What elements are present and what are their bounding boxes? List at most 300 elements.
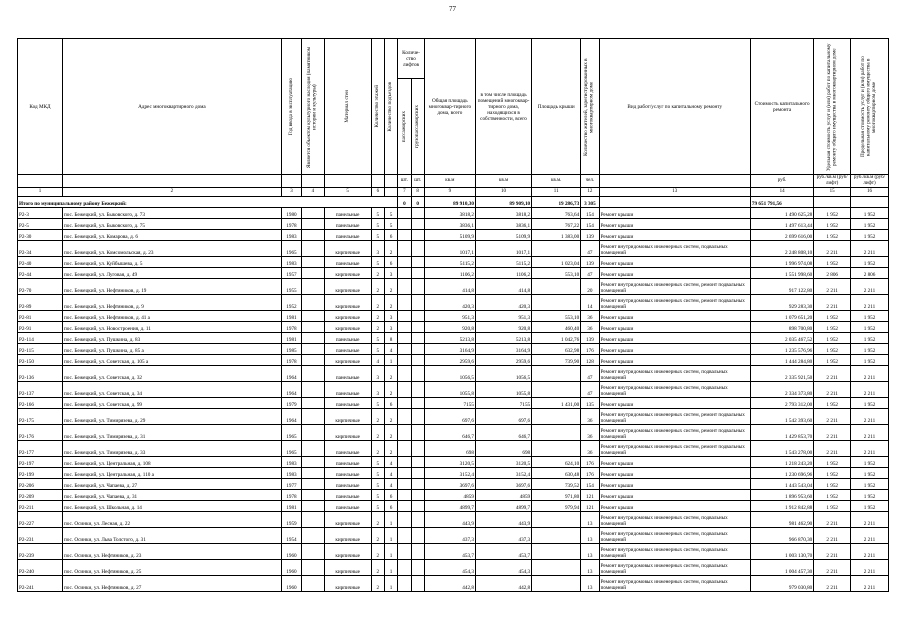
row-floors: 5 (371, 333, 384, 344)
total-cargo: 0 (411, 197, 424, 208)
table-row (18, 208, 889, 219)
row-code: P2-231 (18, 528, 63, 544)
row-code: P2-44 (18, 268, 63, 279)
col-number: 15 (814, 188, 851, 197)
row-material: кирпичные (324, 512, 371, 528)
row-total-area: 646,7 (424, 425, 475, 441)
row-work-type: Ремонт крыши (599, 230, 750, 241)
row-total-area: 3697,6 (424, 479, 475, 490)
row-code: P2-166 (18, 398, 63, 409)
row-floors: 4 (371, 355, 384, 366)
row-heritage (302, 457, 324, 468)
row-material: панельные (324, 501, 371, 512)
row-code: P2-30 (18, 230, 63, 241)
row-year: 1981 (281, 333, 301, 344)
row-material: кирпичные (324, 544, 371, 560)
row-incl-area: 4859 (475, 490, 531, 501)
row-max-cost: 2 806 (851, 268, 889, 279)
row-floors: 2 (371, 544, 384, 560)
row-code: P2-34 (18, 241, 63, 257)
row-elev-cargo (411, 268, 424, 279)
row-cost: 1 490 625,28 (750, 208, 813, 219)
row-entrances: 5 (384, 219, 397, 230)
row-heritage (302, 268, 324, 279)
row-address: пос. Осинки, ул. Нефтяников, д. 27 (62, 576, 281, 592)
row-elev-cargo (411, 398, 424, 409)
row-roof-area (532, 560, 581, 576)
row-floors: 5 (371, 219, 384, 230)
row-heritage (302, 208, 324, 219)
row-address: пос. Бежецкий, ул. Советская, д. 99 (62, 398, 281, 409)
row-address: пос. Осинки, ул. Нефтяников, д. 23 (62, 544, 281, 560)
row-elev-pass (398, 322, 411, 333)
row-address: пос. Бежецкий, ул. Тимирязева, д. 31 (62, 425, 281, 441)
row-entrances: 6 (384, 501, 397, 512)
row-entrances: 2 (384, 366, 397, 382)
row-cost: 1 996 974,08 (750, 257, 813, 268)
row-unit-cost: 2 211 (814, 512, 851, 528)
row-residents: 13 (581, 512, 599, 528)
row-unit-cost: 1 952 (814, 333, 851, 344)
table-row (18, 241, 889, 257)
row-material: панельные (324, 441, 371, 457)
row-max-cost: 2 211 (851, 544, 889, 560)
row-elev-pass (398, 490, 411, 501)
col-number: 16 (851, 188, 889, 197)
row-work-type: Ремонт крыши (599, 257, 750, 268)
row-material: кирпичные (324, 560, 371, 576)
row-heritage (302, 322, 324, 333)
row-code: P2-227 (18, 512, 63, 528)
row-year: 1965 (281, 425, 301, 441)
row-cost: 1 443 543,04 (750, 479, 813, 490)
header-code: Код МКД (18, 39, 63, 175)
total-cost: 79 651 791,56 (750, 197, 813, 208)
table-row (18, 544, 889, 560)
row-code: P2-209 (18, 490, 63, 501)
table-row (18, 295, 889, 311)
row-heritage (302, 501, 324, 512)
row-work-type: Ремонт внутридомовых инженерных систем, ремонт подвальных помещений (599, 409, 750, 425)
row-year: 1965 (281, 441, 301, 457)
row-residents: 176 (581, 344, 599, 355)
row-address: пос. Бежецкий, ул. Нефтяников, д. 19 (62, 279, 281, 295)
row-address: пос. Бежецкий, ул. Центральная, д. 108 (62, 457, 281, 468)
row-cost: 1 497 613,44 (750, 219, 813, 230)
table-row (18, 501, 889, 512)
row-address: пос. Бежецкий, ул. Школьная, д. 14 (62, 501, 281, 512)
unit-cell: чел. (581, 175, 599, 188)
row-heritage (302, 333, 324, 344)
row-work-type: Ремонт внутридомовых инженерных систем, подвальных помещений (599, 512, 750, 528)
row-material: кирпичные (324, 279, 371, 295)
row-code: P2-89 (18, 295, 63, 311)
row-cost: 2 699 616,00 (750, 230, 813, 241)
row-unit-cost: 2 211 (814, 409, 851, 425)
row-cost: 966 870,30 (750, 528, 813, 544)
row-entrances: 4 (384, 457, 397, 468)
row-total-area: 7155 (424, 398, 475, 409)
row-elev-cargo (411, 257, 424, 268)
row-material: кирпичные (324, 268, 371, 279)
table-row (18, 528, 889, 544)
row-address: пос. Бежецкий, ул. Куйбышева, д. 5 (62, 257, 281, 268)
table-row (18, 490, 889, 501)
row-entrances: 1 (384, 355, 397, 366)
row-residents: 121 (581, 501, 599, 512)
row-heritage (302, 355, 324, 366)
row-entrances: 1 (384, 544, 397, 560)
row-roof-area (532, 528, 581, 544)
row-incl-area: 698 (475, 441, 531, 457)
row-elev-cargo (411, 279, 424, 295)
row-elev-pass (398, 279, 411, 295)
row-floors: 2 (371, 528, 384, 544)
row-year: 1981 (281, 311, 301, 322)
row-elev-cargo (411, 219, 424, 230)
row-floors: 2 (371, 441, 384, 457)
unit-cell: шт. (398, 175, 411, 188)
row-incl-area: 5109,9 (475, 230, 531, 241)
row-entrances: 4 (384, 344, 397, 355)
row-unit-cost: 1 952 (814, 219, 851, 230)
row-incl-area: 951,3 (475, 311, 531, 322)
row-residents: 47 (581, 241, 599, 257)
table-row (18, 382, 889, 398)
row-address: пос. Бежецкий, ул. Чапаева, д. 31 (62, 490, 281, 501)
row-max-cost: 2 211 (851, 560, 889, 576)
row-floors: 5 (371, 479, 384, 490)
row-work-type: Ремонт крыши (599, 355, 750, 366)
row-elev-cargo (411, 355, 424, 366)
row-elev-cargo (411, 230, 424, 241)
row-residents: 47 (581, 268, 599, 279)
row-floors: 2 (371, 268, 384, 279)
row-max-cost: 1 952 (851, 257, 889, 268)
row-cost: 981 462,90 (750, 512, 813, 528)
header-total-area: Общая площадь многоквар-тирного дома, всего (424, 39, 475, 175)
row-floors: 2 (371, 425, 384, 441)
row-elev-pass (398, 382, 411, 398)
row-elev-pass (398, 479, 411, 490)
row-work-type: Ремонт крыши (599, 219, 750, 230)
row-cost: 2 335 921,50 (750, 366, 813, 382)
col-number: 2 (62, 188, 281, 197)
row-floors: 5 (371, 468, 384, 479)
header-floors: Количество этажей (374, 85, 381, 128)
row-total-area: 4859 (424, 490, 475, 501)
row-elev-pass (398, 295, 411, 311)
row-code: P2-40 (18, 257, 63, 268)
row-elev-pass (398, 219, 411, 230)
row-address: пос. Бежецкий, ул. Комарова, д. 6 (62, 230, 281, 241)
row-elev-pass (398, 544, 411, 560)
row-code: P2-175 (18, 409, 63, 425)
row-elev-pass (398, 268, 411, 279)
row-work-type: Ремонт внутридомовых инженерных систем, подвальных помещений (599, 382, 750, 398)
row-max-cost: 1 952 (851, 230, 889, 241)
row-unit-cost: 2 211 (814, 425, 851, 441)
row-residents: 47 (581, 382, 599, 398)
row-max-cost: 1 952 (851, 490, 889, 501)
row-code: P2-199 (18, 468, 63, 479)
row-cost: 1 218 243,20 (750, 457, 813, 468)
row-residents: 36 (581, 441, 599, 457)
row-cost: 929 283,30 (750, 295, 813, 311)
row-material: панельные (324, 479, 371, 490)
row-cost: 2 035 467,52 (750, 333, 813, 344)
header-elevators: Количе-ство лифтов (398, 39, 425, 79)
row-unit-cost: 1 952 (814, 501, 851, 512)
total-roof-area: 19 286,73 (532, 197, 581, 208)
row-entrances: 6 (384, 257, 397, 268)
row-elev-pass (398, 344, 411, 355)
row-elev-cargo (411, 501, 424, 512)
row-roof-area: 630,48 (532, 468, 581, 479)
row-code: P2-136 (18, 366, 63, 382)
row-floors: 5 (371, 501, 384, 512)
row-elev-cargo (411, 576, 424, 592)
row-entrances: 1 (384, 560, 397, 576)
header-cost: Стоимость капитального ремонта (750, 39, 813, 175)
row-residents: 135 (581, 398, 599, 409)
header-unit-cost: Удельная стоимость услуг и (или) работ по капитальному ремонту общего имущества в многоквартирном доме (825, 42, 838, 171)
row-floors: 5 (371, 398, 384, 409)
row-total-area: 1017,1 (424, 241, 475, 257)
col-number: 7 (398, 188, 411, 197)
row-total-area: 2959,6 (424, 355, 475, 366)
row-work-type: Ремонт крыши (599, 268, 750, 279)
row-incl-area: 453,7 (475, 544, 531, 560)
row-material: панельные (324, 382, 371, 398)
row-work-type: Ремонт крыши (599, 322, 750, 333)
row-cost: 979 030,80 (750, 576, 813, 592)
unit-cell: руб./кв.м (руб/лифт) (814, 175, 851, 188)
total-incl-area: 89 909,10 (475, 197, 531, 208)
row-elev-pass (398, 468, 411, 479)
row-work-type: Ремонт крыши (599, 344, 750, 355)
row-unit-cost: 1 952 (814, 230, 851, 241)
row-roof-area (532, 441, 581, 457)
row-unit-cost: 1 952 (814, 457, 851, 468)
row-material: кирпичные (324, 528, 371, 544)
col-number: 13 (599, 188, 750, 197)
row-floors: 2 (371, 279, 384, 295)
row-material: панельные (324, 398, 371, 409)
row-elev-cargo (411, 322, 424, 333)
row-max-cost: 1 952 (851, 208, 889, 219)
row-address: пос. Бежецкий, ул. Центральная, д. 110 а (62, 468, 281, 479)
row-code: P2-197 (18, 457, 63, 468)
row-residents: 14 (581, 295, 599, 311)
row-entrances: 1 (384, 512, 397, 528)
row-cost: 1 543 278,00 (750, 441, 813, 457)
row-residents: 154 (581, 208, 599, 219)
row-roof-area: 632,98 (532, 344, 581, 355)
row-cost: 2 334 373,80 (750, 382, 813, 398)
total-pass: 0 (398, 197, 411, 208)
row-entrances: 3 (384, 268, 397, 279)
row-elev-cargo (411, 468, 424, 479)
row-roof-area (532, 544, 581, 560)
row-max-cost: 1 952 (851, 398, 889, 409)
col-number: 11 (532, 188, 581, 197)
row-incl-area: 442,8 (475, 576, 531, 592)
row-roof-area (532, 382, 581, 398)
row-total-area: 437,3 (424, 528, 475, 544)
row-incl-area: 437,3 (475, 528, 531, 544)
row-residents: 139 (581, 257, 599, 268)
table-row (18, 322, 889, 333)
row-year: 1964 (281, 382, 301, 398)
row-unit-cost: 2 211 (814, 576, 851, 592)
row-incl-area: 443,9 (475, 512, 531, 528)
row-max-cost: 1 952 (851, 479, 889, 490)
row-roof-area: 553,10 (532, 311, 581, 322)
row-roof-area: 460,40 (532, 322, 581, 333)
row-address: пос. Бежецкий, ул. Быковского, д. 75 (62, 219, 281, 230)
row-elev-pass (398, 311, 411, 322)
row-floors: 3 (371, 241, 384, 257)
row-heritage (302, 279, 324, 295)
row-work-type: Ремонт крыши (599, 468, 750, 479)
row-residents: 13 (581, 544, 599, 560)
row-residents: 176 (581, 468, 599, 479)
row-elev-pass (398, 230, 411, 241)
row-cost: 1 444 284,80 (750, 355, 813, 366)
row-address: пос. Бежецкий, ул. Нефтяников, д. 41 а (62, 311, 281, 322)
row-year: 1983 (281, 468, 301, 479)
row-total-area: 3818,2 (424, 208, 475, 219)
row-residents: 128 (581, 355, 599, 366)
col-number: 8 (411, 188, 424, 197)
row-material: кирпичные (324, 576, 371, 592)
row-incl-area: 3697,6 (475, 479, 531, 490)
table-row (18, 512, 889, 528)
row-max-cost: 2 211 (851, 576, 889, 592)
row-heritage (302, 382, 324, 398)
row-work-type: Ремонт внутридомовых инженерных систем, подвальных помещений (599, 544, 750, 560)
header-max-cost: Предельная стоимость услуг и (или) работ по капитальному ремонту общего имущества в многоквартирном доме (860, 56, 878, 157)
row-residents: 36 (581, 425, 599, 441)
row-residents: 47 (581, 366, 599, 382)
row-incl-area: 3152,4 (475, 468, 531, 479)
row-address: пос. Осинки, ул. Лесная, д. 22 (62, 512, 281, 528)
row-max-cost: 2 211 (851, 512, 889, 528)
table-header (18, 39, 889, 197)
row-cost: 1 551 998,60 (750, 268, 813, 279)
row-material: панельные (324, 208, 371, 219)
row-cost: 898 700,80 (750, 322, 813, 333)
row-floors: 3 (371, 366, 384, 382)
row-elev-cargo (411, 425, 424, 441)
row-code: P2-70 (18, 279, 63, 295)
table-row (18, 311, 889, 322)
row-address: пос. Бежецкий, ул. Луговая, д. 49 (62, 268, 281, 279)
row-incl-area: 414,8 (475, 279, 531, 295)
row-elev-pass (398, 425, 411, 441)
row-roof-area (532, 295, 581, 311)
row-year: 1983 (281, 230, 301, 241)
row-code: P2-137 (18, 382, 63, 398)
row-work-type: Ремонт внутридомовых инженерных систем, подвальных помещений (599, 576, 750, 592)
row-incl-area: 454,3 (475, 560, 531, 576)
row-address: пос. Бежецкий, ул. Советская, д. 105 а (62, 355, 281, 366)
row-address: пос. Осинки, ул. Льва Толстого, д. 31 (62, 528, 281, 544)
row-material: панельные (324, 490, 371, 501)
row-address: пос. Бежецкий, ул. Тимирязева, д. 29 (62, 409, 281, 425)
table-row (18, 366, 889, 382)
row-elev-cargo (411, 560, 424, 576)
row-entrances: 4 (384, 479, 397, 490)
unit-cell: кв.м (424, 175, 475, 188)
row-incl-area: 697,6 (475, 409, 531, 425)
row-max-cost: 2 211 (851, 528, 889, 544)
table-row (18, 230, 889, 241)
row-total-area: 3836,1 (424, 219, 475, 230)
row-max-cost: 2 211 (851, 409, 889, 425)
row-residents: 154 (581, 479, 599, 490)
row-code: P2-177 (18, 441, 63, 457)
row-address: пос. Бежецкий, ул. Нефтяников, д. 9 (62, 295, 281, 311)
row-code: P2-211 (18, 501, 63, 512)
row-year: 1977 (281, 479, 301, 490)
row-entrances: 6 (384, 490, 397, 501)
row-max-cost: 2 211 (851, 382, 889, 398)
row-elev-cargo (411, 344, 424, 355)
row-total-area: 420,3 (424, 295, 475, 311)
total-area: 89 910,30 (424, 197, 475, 208)
table-row (18, 219, 889, 230)
row-code: P2-5 (18, 219, 63, 230)
row-unit-cost: 2 211 (814, 544, 851, 560)
row-elev-pass (398, 257, 411, 268)
table-row (18, 409, 889, 425)
row-max-cost: 1 952 (851, 501, 889, 512)
row-year: 1979 (281, 398, 301, 409)
row-year: 1955 (281, 279, 301, 295)
row-elev-cargo (411, 457, 424, 468)
row-residents: 121 (581, 490, 599, 501)
row-total-area: 3152,4 (424, 468, 475, 479)
row-code: P2-115 (18, 344, 63, 355)
table-row (18, 344, 889, 355)
row-material: кирпичные (324, 311, 371, 322)
row-material: панельные (324, 333, 371, 344)
header-heritage: Является объектом культурного наследия (памятником истории и культуры) (306, 45, 318, 168)
row-year: 1952 (281, 295, 301, 311)
row-incl-area: 5213,8 (475, 333, 531, 344)
row-entrances: 2 (384, 295, 397, 311)
row-elev-pass (398, 366, 411, 382)
row-unit-cost: 2 211 (814, 241, 851, 257)
row-cost: 2 248 808,10 (750, 241, 813, 257)
row-floors: 5 (371, 230, 384, 241)
row-elev-cargo (411, 333, 424, 344)
row-elev-pass (398, 398, 411, 409)
row-incl-area: 3818,2 (475, 208, 531, 219)
row-material: панельные (324, 230, 371, 241)
row-residents: 139 (581, 230, 599, 241)
row-floors: 5 (371, 208, 384, 219)
row-work-type: Ремонт внутридомовых инженерных систем, ремонт подвальных помещений (599, 279, 750, 295)
row-roof-area: 1 042,76 (532, 333, 581, 344)
row-entrances: 6 (384, 230, 397, 241)
row-heritage (302, 219, 324, 230)
col-number: 9 (424, 188, 475, 197)
row-roof-area (532, 366, 581, 382)
row-elev-pass (398, 355, 411, 366)
